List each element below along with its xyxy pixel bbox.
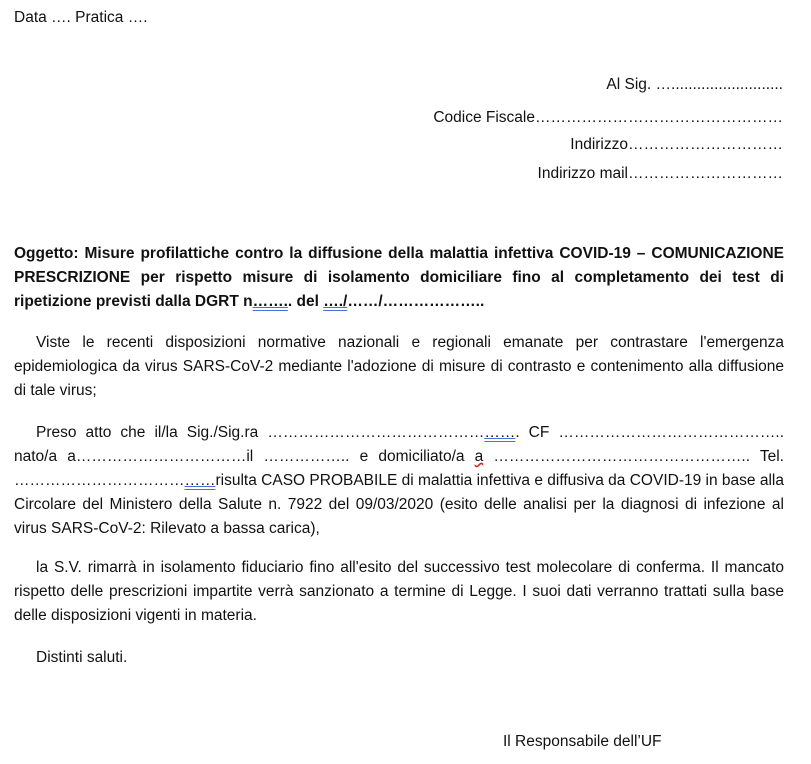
- paragraph-acknowledgement: [14, 421, 784, 541]
- p2-dots-2: ……: [184, 472, 216, 489]
- p2-text-b: . CF …………………………………….. nato/a a……………………………il …………….. e domiciliato/a: [14, 424, 784, 465]
- subject-dgrt-number-dots: …….: [252, 293, 288, 310]
- tax-code-line: Codice Fiscale…………………………………………: [433, 109, 783, 126]
- signature-line: Il Responsabile dell’UF: [503, 733, 662, 750]
- email-line: Indirizzo mail…………………………: [537, 165, 783, 182]
- p2-text-d: risulta CASO PROBABILE di malattia infettiva e diffusiva da COVID-19 in base alla Circolare del Ministero della Salute n. 7922 del 09/03/2020 (esito delle analisi per la diagnosi di infezione al virus SARS-CoV-2: Rilevato a bassa carica),: [14, 472, 784, 537]
- subject-date-dots: …./: [323, 293, 348, 310]
- subject-paragraph: [14, 242, 784, 314]
- paragraph-isolation: [14, 556, 784, 628]
- address-line: Indirizzo…………………………: [570, 136, 783, 153]
- p2-text-a: Preso atto che il/la Sig./Sig.ra ……………………………………: [36, 424, 485, 441]
- p2-dots-1: ……: [484, 424, 516, 441]
- closing-greeting: Distinti saluti.: [36, 649, 128, 666]
- paragraph-closing: [14, 646, 784, 670]
- p2-word-a: a: [474, 448, 484, 465]
- paragraph-considerations-text: Viste le recenti disposizioni normative nazionali e regionali emanate per contrastare l'emergenza epidemiologica da virus SARS-CoV-2 mediante l'adozione di misure di contrasto e contenimento alla diffusione di tale virus;: [14, 334, 784, 399]
- date-practice-line: Data …. Pratica ….: [14, 9, 148, 26]
- paragraph-considerations: [14, 331, 784, 403]
- recipient-name-line: Al Sig. …..........................: [606, 76, 783, 93]
- subject-text-b: . del: [287, 293, 324, 310]
- subject-text-c: ……/………………..: [347, 293, 485, 310]
- subject-text-a: Oggetto: Misure profilattiche contro la diffusione della malattia infettiva COVID-19 – COMUNICAZIONE PRESCRIZIONE per rispetto misure di isolamento domiciliare fino al completamento dei test di ripetizione previsti dalla DGRT n: [14, 245, 784, 310]
- paragraph-isolation-text: la S.V. rimarrà in isolamento fiduciario fino all'esito del successivo test molecolare di conferma. Il mancato rispetto delle prescrizioni impartite verrà sanzionato a termine di Legge. I suoi dati verranno trattati sulla base delle disposizioni vigenti in materia.: [14, 559, 784, 624]
- p2-text-c: ………………………………………….. Tel. ……………………………: [14, 448, 784, 489]
